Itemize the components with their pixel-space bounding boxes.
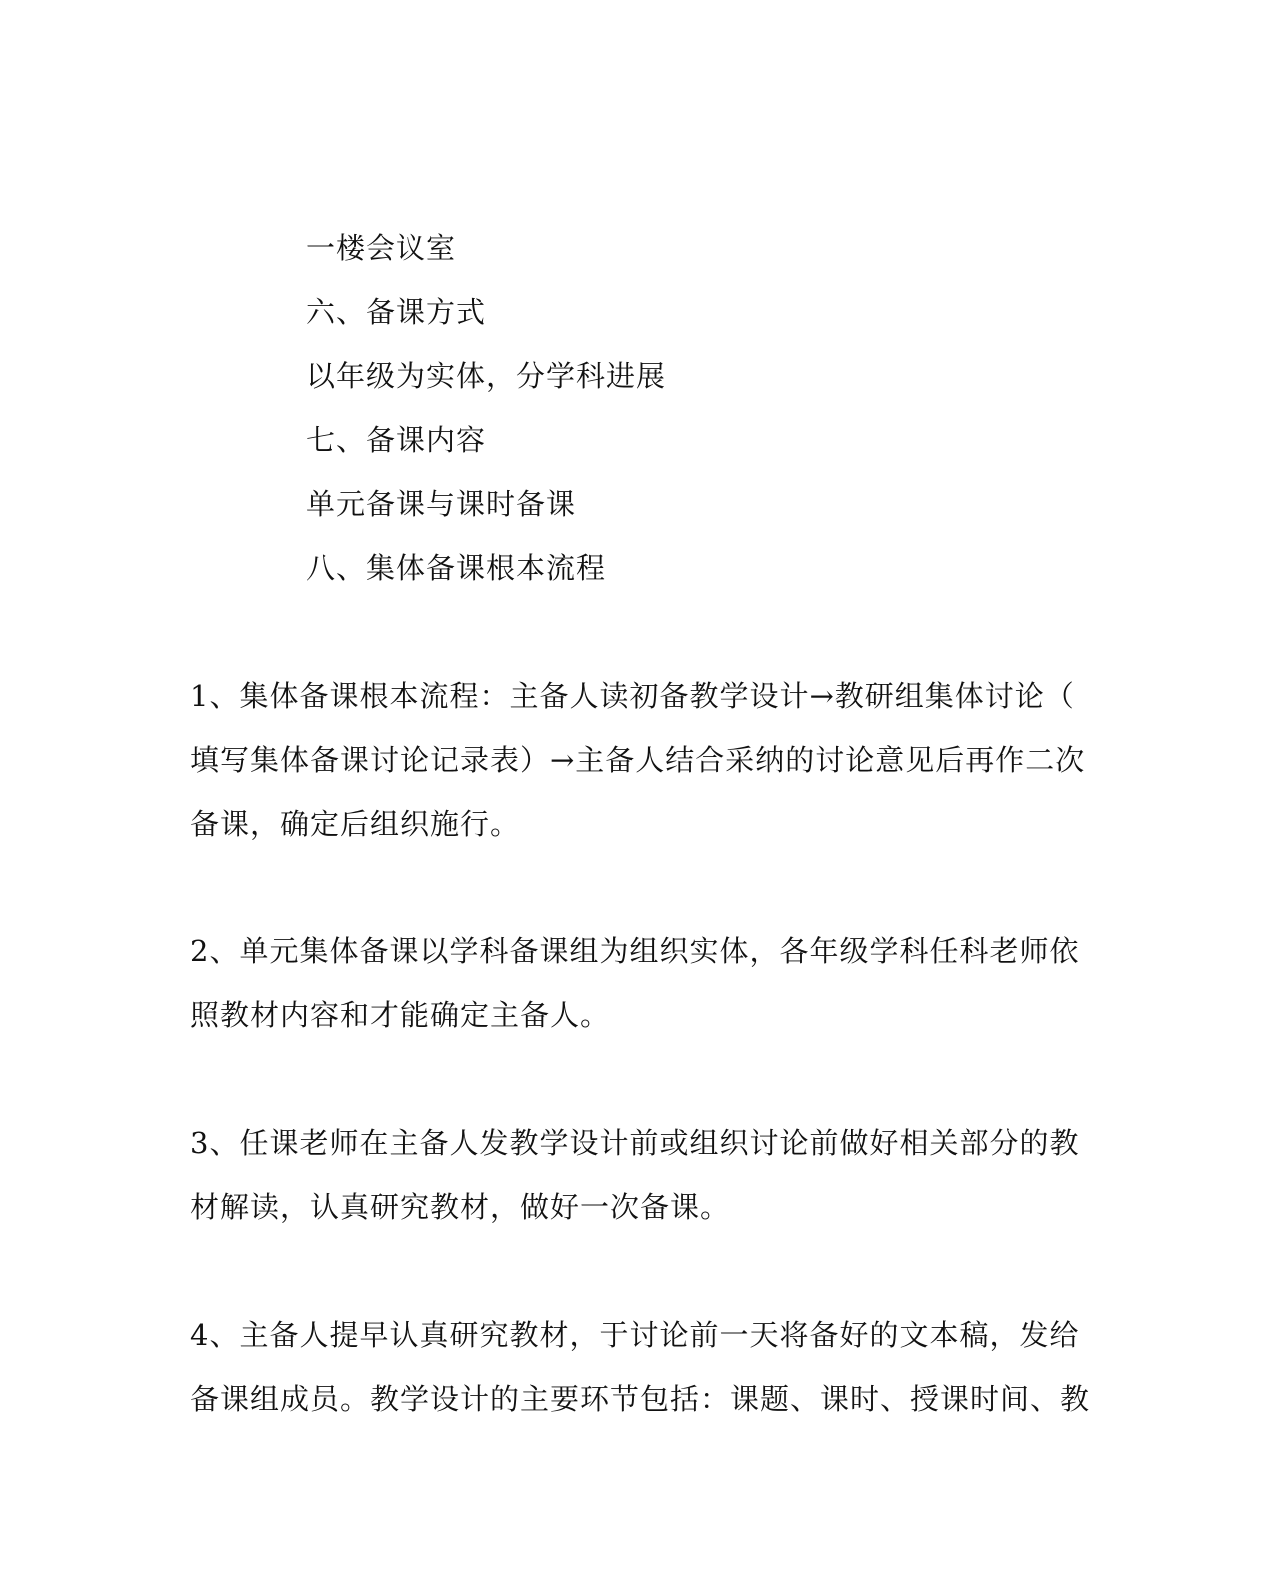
paragraph-line: 照教材内容和才能确定主备人。: [190, 998, 611, 1032]
paragraph-line: 备课组成员。教学设计的主要环节包括：课题、课时、授课时间、教: [190, 1382, 1091, 1416]
section-heading-8: 八、集体备课根本流程: [306, 551, 607, 585]
paragraph-2: [190, 919, 1080, 1047]
paragraph-line: 填写集体备课讨论记录表）→主备人结合采纳的讨论意见后再作二次: [190, 743, 1086, 777]
paragraph-line: 备课，确定后组织施行。: [190, 807, 521, 841]
paragraph-line: 2、单元集体备课以学科备课组为组织实体，各年级学科任科老师依: [190, 934, 1080, 968]
paragraph-line: 3、任课老师在主备人发教学设计前或组织讨论前做好相关部分的教: [190, 1126, 1080, 1160]
paragraph-line: 4、主备人提早认真研究教材，于讨论前一天将备好的文本稿，发给: [190, 1318, 1080, 1352]
paragraph-3: [190, 1111, 1080, 1239]
section-heading-6: 六、备课方式: [306, 295, 487, 329]
location-line: 一楼会议室: [306, 231, 457, 265]
paragraph-1: [190, 664, 1086, 856]
section-heading-7: 七、备课内容: [306, 423, 487, 457]
paragraph-line: 材解读，认真研究教材，做好一次备课。: [190, 1190, 731, 1224]
paragraph-4: [190, 1303, 1091, 1431]
section-7-content: 单元备课与课时备课: [306, 487, 577, 521]
paragraph-line: 1、集体备课根本流程：主备人读初备教学设计→教研组集体讨论（: [190, 679, 1075, 713]
section-6-content: 以年级为实体，分学科进展: [306, 359, 667, 393]
